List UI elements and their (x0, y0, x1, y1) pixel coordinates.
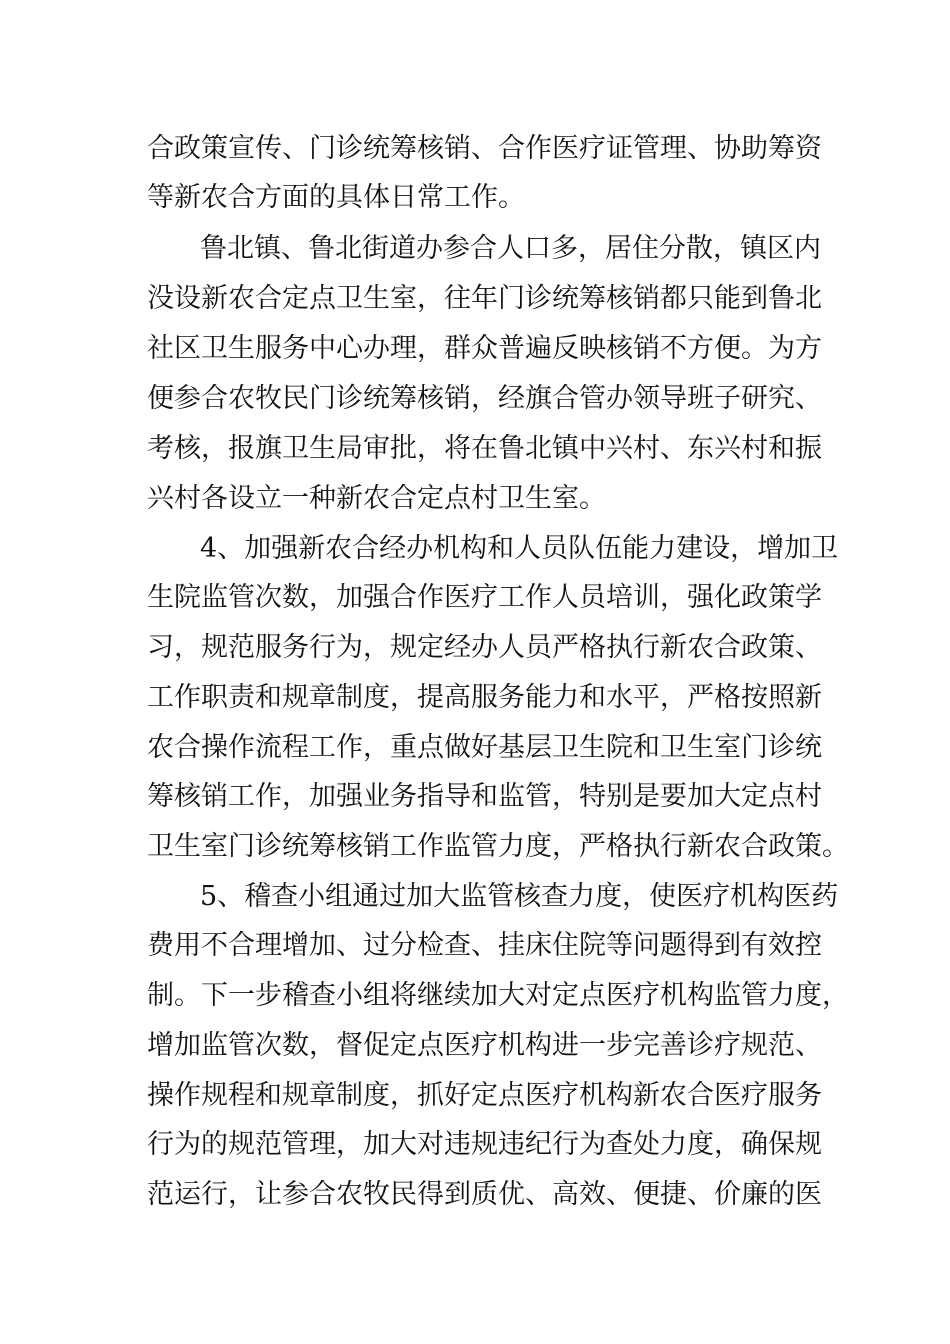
text-line: 便参合农牧民门诊统筹核销，经旗合管办领导班子研究、 (147, 383, 822, 414)
text-line: 没设新农合定点卫生室，往年门诊统筹核销都只能到鲁北 (147, 283, 822, 314)
text-line: 操作规程和规章制度，抓好定点医疗机构新农合医疗服务 (147, 1080, 822, 1111)
text-line: 制。下一步稽查小组将继续加大对定点医疗机构监管力度， (147, 980, 849, 1011)
text-line: 工作职责和规章制度，提高服务能力和水平，严格按照新 (147, 682, 822, 713)
text-line: 卫生室门诊统筹核销工作监管力度，严格执行新农合政策。 (147, 831, 849, 862)
text-line: 合政策宣传、门诊统筹核销、合作医疗证管理、协助筹资 (147, 133, 822, 164)
paragraph-start: 鲁北镇、鲁北街道办参合人口多，居住分散，镇区内 (200, 233, 821, 264)
text-line: 农合操作流程工作，重点做好基层卫生院和卫生室门诊统 (147, 732, 822, 763)
text-line: 费用不合理增加、过分检查、挂床住院等问题得到有效控 (147, 930, 822, 961)
text-line: 习，规范服务行为，规定经办人员严格执行新农合政策、 (147, 632, 822, 663)
text-line: 考核，报旗卫生局审批，将在鲁北镇中兴村、东兴村和振 (147, 433, 822, 464)
text-line: 等新农合方面的具体日常工作。 (147, 182, 525, 213)
text-line: 范运行，让参合农牧民得到质优、高效、便捷、价廉的医 (147, 1179, 822, 1210)
paragraph-start: 5、稽查小组通过加大监管核查力度，使医疗机构医药 (200, 881, 839, 912)
text-line: 行为的规范管理，加大对违规违纪行为查处力度，确保规 (147, 1129, 822, 1160)
paragraph-start: 4、加强新农合经办机构和人员队伍能力建设，增加卫 (200, 533, 839, 564)
text-line: 增加监管次数，督促定点医疗机构进一步完善诊疗规范、 (147, 1030, 822, 1061)
text-line: 筹核销工作，加强业务指导和监管，特别是要加大定点村 (147, 781, 822, 812)
text-line: 社区卫生服务中心办理，群众普遍反映核销不方便。为方 (147, 333, 822, 364)
text-line: 生院监管次数，加强合作医疗工作人员培训，强化政策学 (147, 582, 822, 613)
text-line: 兴村各设立一种新农合定点村卫生室。 (147, 483, 606, 514)
